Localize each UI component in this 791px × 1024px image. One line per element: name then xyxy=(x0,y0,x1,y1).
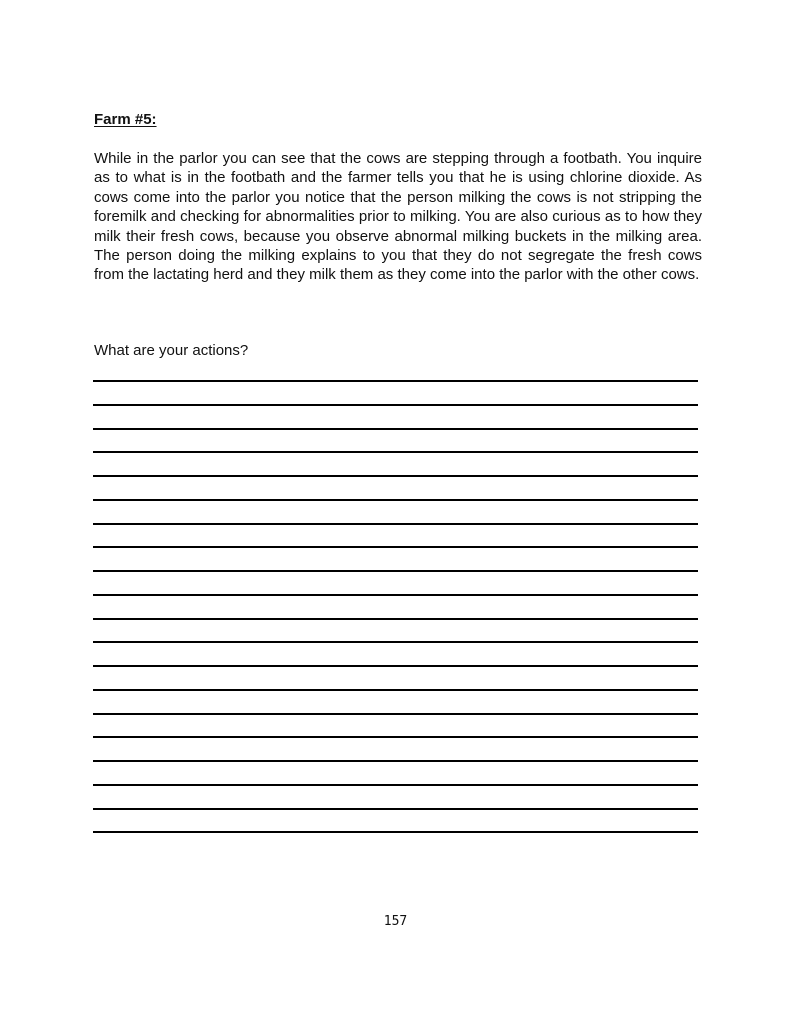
scenario-paragraph: While in the parlor you can see that the cows are stepping through a footbath. You inquire as to what is in the footbath and the farmer tells you that he is using chlorine dioxide. As cows come into the parlor you notice that the person milking the cows is not stripping the foremilk and checking for abnormalities prior to milking. You are also curious as to how they milk their fresh cows, because you observe abnormal milking buckets in the milking area. The person doing the milking explains to you that they do not segregate the fresh cows from the lactating herd and they milk them as they come into the parlor with the other cows. xyxy=(94,150,702,284)
answer-line xyxy=(93,760,698,762)
answer-line xyxy=(93,713,698,715)
answer-line xyxy=(93,618,698,620)
answer-line xyxy=(93,689,698,691)
answer-line xyxy=(93,451,698,453)
answer-line xyxy=(93,523,698,525)
answer-line xyxy=(93,380,698,382)
answer-line xyxy=(93,831,698,833)
answer-line xyxy=(93,546,698,548)
answer-line xyxy=(93,665,698,667)
answer-line xyxy=(93,475,698,477)
page-number: 157 xyxy=(383,914,408,929)
answer-line xyxy=(93,784,698,786)
farm-heading: Farm #5: xyxy=(94,111,157,128)
answer-line xyxy=(93,736,698,738)
answer-line xyxy=(93,594,698,596)
answer-line xyxy=(93,641,698,643)
answer-line xyxy=(93,404,698,406)
actions-prompt: What are your actions? xyxy=(94,342,249,359)
answer-line xyxy=(93,808,698,810)
answer-line xyxy=(93,499,698,501)
answer-line xyxy=(93,570,698,572)
answer-lines xyxy=(93,380,698,855)
answer-line xyxy=(93,428,698,430)
